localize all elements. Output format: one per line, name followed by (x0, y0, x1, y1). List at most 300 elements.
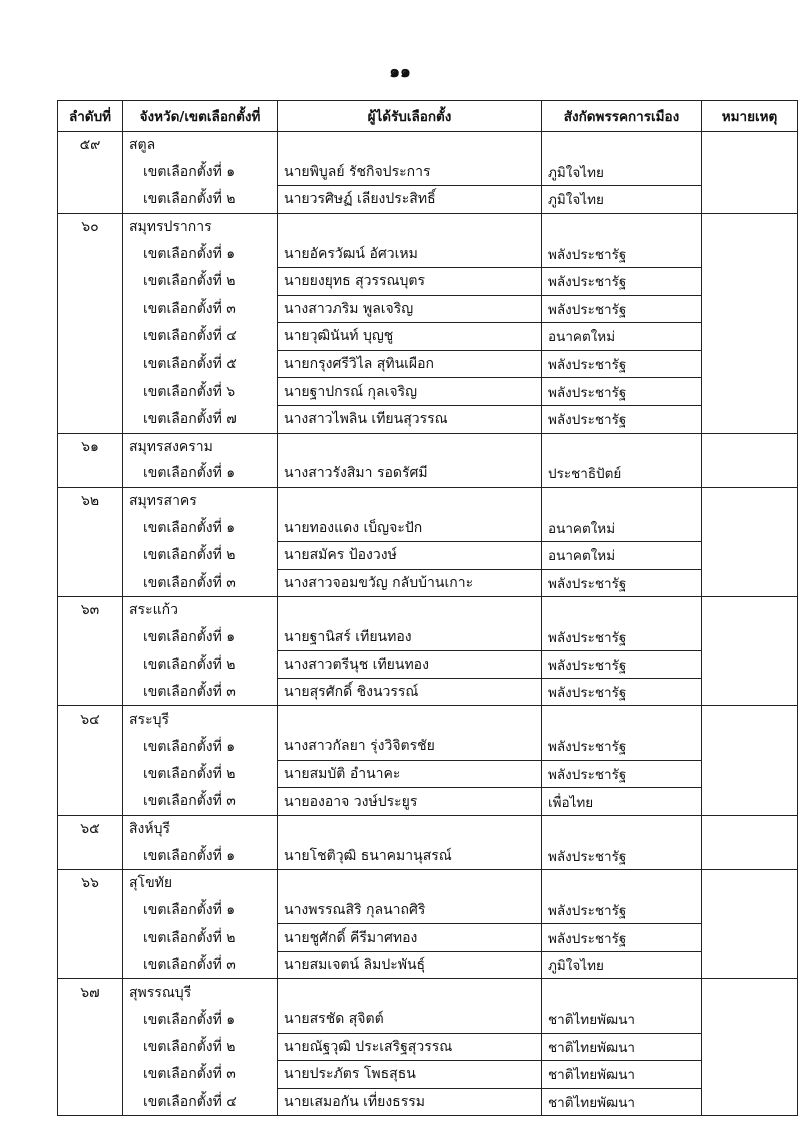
district-label: เขตเลือกตั้งที่ ๕ (143, 356, 237, 373)
candidate-name-text: นางสาวกัลยา รุ่งวิจิตรชัย (284, 738, 435, 755)
candidate-name (278, 1088, 542, 1116)
candidate-name (278, 460, 542, 487)
order-cell (58, 733, 123, 760)
remarks-cell (702, 979, 798, 1006)
candidate-name-text: นายวรศิษฏ์ เลียงประสิทธิ์ (284, 191, 436, 208)
candidate-name (278, 842, 542, 869)
province-number (58, 597, 123, 624)
district-label: เขตเลือกตั้งที่ ๑ (143, 629, 236, 646)
remarks-cell (702, 295, 798, 323)
candidate-name-text: นางสาวภริม พูลเจริญ (284, 300, 414, 317)
remarks-cell (702, 405, 798, 433)
order-cell (58, 1061, 123, 1089)
candidate-name (278, 624, 542, 651)
order-cell (58, 924, 123, 952)
order-cell (58, 378, 123, 406)
candidate-name (278, 378, 542, 406)
party-name (542, 924, 702, 952)
district-label: เขตเลือกตั้งที่ ๔ (143, 1093, 237, 1110)
district-cell (123, 678, 278, 706)
district-cell (123, 1061, 278, 1089)
party-name-text: พลังประชารัฐ (548, 274, 627, 291)
district-cell (123, 897, 278, 924)
order-cell (58, 651, 123, 679)
district-cell (123, 240, 278, 267)
district-cell (123, 541, 278, 569)
order-cell (58, 951, 123, 979)
candidate-cell-empty (278, 706, 542, 733)
remarks-cell (702, 350, 798, 378)
remarks-cell (702, 624, 798, 651)
party-cell-empty (542, 213, 702, 240)
candidate-cell-empty (278, 433, 542, 460)
district-cell (123, 842, 278, 869)
party-cell-empty (542, 815, 702, 842)
candidate-name (278, 295, 542, 323)
province-name (123, 979, 278, 1006)
province-number (58, 870, 123, 897)
district-label: เขตเลือกตั้งที่ ๓ (143, 956, 236, 973)
province-number-text: ๖๒ (80, 493, 100, 510)
party-name-text: อนาคตใหม่ (548, 329, 616, 346)
candidate-name-text: นางพรรณสิริ กุลนาถศิริ (284, 901, 426, 918)
party-name (542, 678, 702, 706)
table-row (58, 405, 798, 433)
district-cell (123, 624, 278, 651)
candidate-name-text: นายสุรศักดิ์ ชิงนวรรณ์ (284, 684, 419, 701)
district-cell (123, 267, 278, 295)
party-name-text: พลังประชารัฐ (548, 657, 627, 674)
party-cell-empty (542, 979, 702, 1006)
district-label: เขตเลือกตั้งที่ ๓ (143, 683, 236, 700)
candidate-name-text: นายพิบูลย์ รัชกิจประการ (284, 163, 431, 180)
order-cell (58, 186, 123, 214)
party-cell-empty (542, 706, 702, 733)
candidate-name-text: นายณัฐวุฒิ ประเสริฐสุวรรณ (284, 1038, 453, 1055)
remarks-cell (702, 788, 798, 816)
candidate-name-text: นายทองแดง เบ็ญจะปัก (284, 519, 423, 536)
header-order: ลำดับที่ (58, 101, 123, 132)
candidate-name (278, 788, 542, 816)
party-name-text: อนาคตใหม่ (548, 548, 616, 565)
header-elected-person: ผู้ได้รับเลือกตั้ง (278, 101, 542, 132)
province-number-text: ๖๕ (80, 821, 100, 838)
order-cell (58, 897, 123, 924)
party-name (542, 1006, 702, 1033)
remarks-cell (702, 514, 798, 541)
candidate-name (278, 951, 542, 979)
candidate-name (278, 240, 542, 267)
party-name-text: พลังประชารัฐ (548, 766, 627, 783)
party-name-text: ภูมิใจไทย (548, 164, 604, 181)
party-cell-empty (542, 487, 702, 514)
candidate-name-text: นายสรชัด สุจิตต์ (284, 1011, 384, 1028)
remarks-cell (702, 487, 798, 514)
candidate-name (278, 651, 542, 679)
candidate-name-text: นายเสมอกัน เที่ยงธรรม (284, 1094, 425, 1111)
district-cell (123, 1033, 278, 1061)
table-row (58, 951, 798, 979)
table-row (58, 323, 798, 351)
party-name (542, 460, 702, 487)
candidate-name (278, 186, 542, 214)
table-header (58, 101, 798, 132)
party-name-text: พลังประชารัฐ (548, 301, 627, 318)
candidate-cell-empty (278, 815, 542, 842)
province-name-text: สุพรรณบุรี (129, 984, 192, 1001)
table-row (58, 460, 798, 487)
district-cell (123, 569, 278, 597)
party-name-text: พลังประชารัฐ (548, 930, 627, 947)
party-name-text: ชาติไทยพัฒนา (548, 1039, 636, 1056)
order-cell (58, 842, 123, 869)
table-row (58, 514, 798, 541)
party-cell-empty (542, 597, 702, 624)
candidate-name (278, 678, 542, 706)
table-row (58, 624, 798, 651)
remarks-cell (702, 240, 798, 267)
table-row (58, 1006, 798, 1033)
order-cell (58, 159, 123, 186)
district-cell (123, 350, 278, 378)
province-number (58, 979, 123, 1006)
party-name-text: พลังประชารัฐ (548, 412, 627, 429)
province-number (58, 815, 123, 842)
order-cell (58, 1033, 123, 1061)
remarks-cell (702, 897, 798, 924)
remarks-cell (702, 460, 798, 487)
candidate-cell-empty (278, 597, 542, 624)
district-label: เขตเลือกตั้งที่ ๔ (143, 328, 237, 345)
province-number-text: ๖๓ (80, 602, 100, 619)
order-cell (58, 541, 123, 569)
table-row (58, 897, 798, 924)
table-row (58, 842, 798, 869)
table-row (58, 378, 798, 406)
order-cell (58, 514, 123, 541)
candidate-name-text: นายฐาปกรณ์ กุลเจริญ (284, 383, 418, 400)
district-label: เขตเลือกตั้งที่ ๒ (143, 1038, 236, 1055)
table-row (58, 295, 798, 323)
district-label: เขตเลือกตั้งที่ ๑ (143, 1011, 236, 1028)
district-cell (123, 323, 278, 351)
district-label: เขตเลือกตั้งที่ ๑ (143, 847, 236, 864)
party-name-text: พลังประชารัฐ (548, 357, 627, 374)
header-remarks: หมายเหตุ (702, 101, 798, 132)
table-body (58, 132, 798, 1116)
province-name (123, 815, 278, 842)
election-results-table (57, 100, 798, 1116)
candidate-cell-empty (278, 870, 542, 897)
candidate-name (278, 733, 542, 760)
district-cell (123, 788, 278, 816)
candidate-name-text: นายอัครวัฒน์ อัศวเหม (284, 245, 418, 262)
table-row (58, 760, 798, 788)
candidate-name (278, 1061, 542, 1089)
remarks-cell (702, 159, 798, 186)
candidate-name (278, 541, 542, 569)
remarks-cell (702, 760, 798, 788)
district-cell (123, 1088, 278, 1116)
party-name (542, 350, 702, 378)
province-name (123, 487, 278, 514)
party-name (542, 651, 702, 679)
province-number-text: ๖๐ (81, 219, 99, 236)
party-name (542, 788, 702, 816)
province-row (58, 597, 798, 624)
province-name-text: สระแก้ว (129, 602, 178, 619)
province-name-text: สมุทรสาคร (129, 493, 197, 510)
province-row (58, 706, 798, 733)
candidate-name-text: นายประภัตร โพธสุธน (284, 1066, 416, 1083)
candidate-name (278, 350, 542, 378)
candidate-cell-empty (278, 487, 542, 514)
party-name-text: อนาคตใหม่ (548, 520, 616, 537)
district-label: เขตเลือกตั้งที่ ๒ (143, 273, 236, 290)
district-label: เขตเลือกตั้งที่ ๓ (143, 793, 236, 810)
province-name (123, 597, 278, 624)
remarks-cell (702, 378, 798, 406)
candidate-name-text: นายสมัคร ป้องวงษ์ (284, 547, 397, 564)
candidate-name (278, 159, 542, 186)
order-cell (58, 678, 123, 706)
district-cell (123, 159, 278, 186)
order-cell (58, 405, 123, 433)
district-label: เขตเลือกตั้งที่ ๑ (143, 465, 236, 482)
candidate-cell-empty (278, 979, 542, 1006)
province-number (58, 487, 123, 514)
candidate-cell-empty (278, 132, 542, 159)
province-name (123, 433, 278, 460)
order-cell (58, 460, 123, 487)
candidate-name (278, 897, 542, 924)
party-name-text: ชาติไทยพัฒนา (548, 1095, 636, 1112)
remarks-cell (702, 323, 798, 351)
province-number-text: ๖๔ (80, 711, 100, 728)
party-name-text: ภูมิใจไทย (548, 958, 604, 975)
party-name (542, 760, 702, 788)
party-name (542, 569, 702, 597)
candidate-name (278, 267, 542, 295)
province-number (58, 706, 123, 733)
header-province-district: จังหวัด/เขตเลือกตั้งที่ (123, 101, 278, 132)
province-row (58, 433, 798, 460)
candidate-name-text: นายชูศักดิ์ คีรีมาศทอง (284, 929, 418, 946)
candidate-name-text: นายองอาจ วงษ์ประยูร (284, 793, 418, 810)
party-cell-empty (542, 870, 702, 897)
candidate-name (278, 924, 542, 952)
remarks-cell (702, 951, 798, 979)
district-label: เขตเลือกตั้งที่ ๗ (143, 410, 237, 427)
remarks-cell (702, 678, 798, 706)
order-cell (58, 295, 123, 323)
remarks-cell (702, 1088, 798, 1116)
candidate-name (278, 1006, 542, 1033)
province-number-text: ๖๗ (80, 984, 100, 1001)
party-name (542, 240, 702, 267)
party-name (542, 378, 702, 406)
remarks-cell (702, 1033, 798, 1061)
remarks-cell (702, 132, 798, 159)
table-row (58, 924, 798, 952)
district-label: เขตเลือกตั้งที่ ๑ (143, 738, 236, 755)
table-row (58, 240, 798, 267)
party-name (542, 1088, 702, 1116)
candidate-name-text: นายโชติวุฒิ ธนาคมานุสรณ์ (284, 847, 452, 864)
province-row (58, 487, 798, 514)
party-cell-empty (542, 132, 702, 159)
remarks-cell (702, 1006, 798, 1033)
candidate-name-text: นายวุฒินันท์ บุญชู (284, 328, 394, 345)
district-label: เขตเลือกตั้งที่ ๒ (143, 547, 236, 564)
district-cell (123, 378, 278, 406)
party-name (542, 842, 702, 869)
remarks-cell (702, 186, 798, 214)
order-cell (58, 760, 123, 788)
party-name (542, 405, 702, 433)
province-name (123, 213, 278, 240)
party-name-text: พลังประชารัฐ (548, 246, 627, 263)
table-row (58, 651, 798, 679)
candidate-cell-empty (278, 213, 542, 240)
party-name-text: พลังประชารัฐ (548, 739, 627, 756)
candidate-name-text: นายกรุงศรีวิไล สุทินเผือก (284, 356, 435, 373)
district-cell (123, 760, 278, 788)
order-cell (58, 624, 123, 651)
order-cell (58, 350, 123, 378)
remarks-cell (702, 267, 798, 295)
district-cell (123, 186, 278, 214)
district-label: เขตเลือกตั้งที่ ๒ (143, 191, 236, 208)
party-name-text: พลังประชารัฐ (548, 384, 627, 401)
district-label: เขตเลือกตั้งที่ ๑ (143, 902, 236, 919)
district-label: เขตเลือกตั้งที่ ๓ (143, 300, 236, 317)
province-name-text: สุโขทัย (129, 875, 173, 892)
district-cell (123, 951, 278, 979)
candidate-name-text: นายยงยุทธ สุวรรณบุตร (284, 273, 426, 290)
table-row (58, 186, 798, 214)
remarks-cell (702, 815, 798, 842)
party-name (542, 1061, 702, 1089)
remarks-cell (702, 706, 798, 733)
table-row (58, 159, 798, 186)
province-row (58, 213, 798, 240)
candidate-name-text: นายสมเจตน์ ลิมปะพันธุ์ (284, 957, 426, 974)
order-cell (58, 1088, 123, 1116)
header-party: สังกัดพรรคการเมือง (542, 101, 702, 132)
party-name-text: ประชาธิปัตย์ (548, 466, 622, 483)
candidate-name (278, 405, 542, 433)
province-number-text: ๖๑ (81, 438, 99, 455)
party-name-text: ชาติไทยพัฒนา (548, 1012, 636, 1029)
order-cell (58, 267, 123, 295)
party-name (542, 267, 702, 295)
province-number (58, 433, 123, 460)
district-label: เขตเลือกตั้งที่ ๓ (143, 1066, 236, 1083)
order-cell (58, 788, 123, 816)
candidate-name (278, 760, 542, 788)
province-name-text: สตูล (129, 137, 156, 154)
province-name (123, 870, 278, 897)
province-number-text: ๖๖ (81, 875, 99, 892)
remarks-cell (702, 597, 798, 624)
party-name-text: พลังประชารัฐ (548, 902, 627, 919)
table-row (58, 267, 798, 295)
party-name (542, 1033, 702, 1061)
order-cell (58, 569, 123, 597)
province-row (58, 815, 798, 842)
remarks-cell (702, 651, 798, 679)
district-label: เขตเลือกตั้งที่ ๑ (143, 519, 236, 536)
party-name-text: ชาติไทยพัฒนา (548, 1067, 636, 1084)
party-name (542, 733, 702, 760)
party-name (542, 323, 702, 351)
district-label: เขตเลือกตั้งที่ ๒ (143, 765, 236, 782)
remarks-cell (702, 870, 798, 897)
table-row (58, 350, 798, 378)
party-name-text: พลังประชารัฐ (548, 848, 627, 865)
district-cell (123, 405, 278, 433)
remarks-cell (702, 569, 798, 597)
candidate-name (278, 514, 542, 541)
party-name (542, 159, 702, 186)
party-name-text: ภูมิใจไทย (548, 192, 604, 209)
district-label: เขตเลือกตั้งที่ ๖ (143, 383, 236, 400)
district-label: เขตเลือกตั้งที่ ๑ (143, 164, 236, 181)
province-name-text: สมุทรปราการ (129, 219, 212, 236)
remarks-cell (702, 924, 798, 952)
table-row (58, 678, 798, 706)
province-name-text: สิงห์บุรี (129, 821, 171, 838)
party-name (542, 897, 702, 924)
candidate-name (278, 569, 542, 597)
province-name-text: สระบุรี (129, 711, 169, 728)
party-name (542, 541, 702, 569)
party-cell-empty (542, 433, 702, 460)
table-row (58, 788, 798, 816)
province-row (58, 870, 798, 897)
candidate-name-text: นายสมบัติ อำนาคะ (284, 765, 401, 782)
table-row (58, 733, 798, 760)
table-row (58, 541, 798, 569)
candidate-name-text: นางสาวจอมขวัญ กลับบ้านเกาะ (284, 574, 474, 591)
remarks-cell (702, 842, 798, 869)
district-cell (123, 514, 278, 541)
party-name (542, 624, 702, 651)
remarks-cell (702, 541, 798, 569)
candidate-name (278, 323, 542, 351)
remarks-cell (702, 733, 798, 760)
remarks-cell (702, 213, 798, 240)
party-name-text: พลังประชารัฐ (548, 629, 627, 646)
province-name (123, 132, 278, 159)
party-name-text: พลังประชารัฐ (548, 685, 627, 702)
order-cell (58, 240, 123, 267)
district-cell (123, 651, 278, 679)
party-name (542, 295, 702, 323)
party-name-text: เพื่อไทย (548, 794, 594, 811)
order-cell (58, 1006, 123, 1033)
province-row (58, 979, 798, 1006)
district-label: เขตเลือกตั้งที่ ๓ (143, 574, 236, 591)
district-cell (123, 1006, 278, 1033)
province-name (123, 706, 278, 733)
district-cell (123, 460, 278, 487)
party-name-text: พลังประชารัฐ (548, 575, 627, 592)
candidate-name-text: นายฐานิสร์ เทียนทอง (284, 628, 412, 645)
candidate-name-text: นางสาวรังสิมา รอดรัศมี (284, 465, 428, 482)
candidate-name (278, 1033, 542, 1061)
